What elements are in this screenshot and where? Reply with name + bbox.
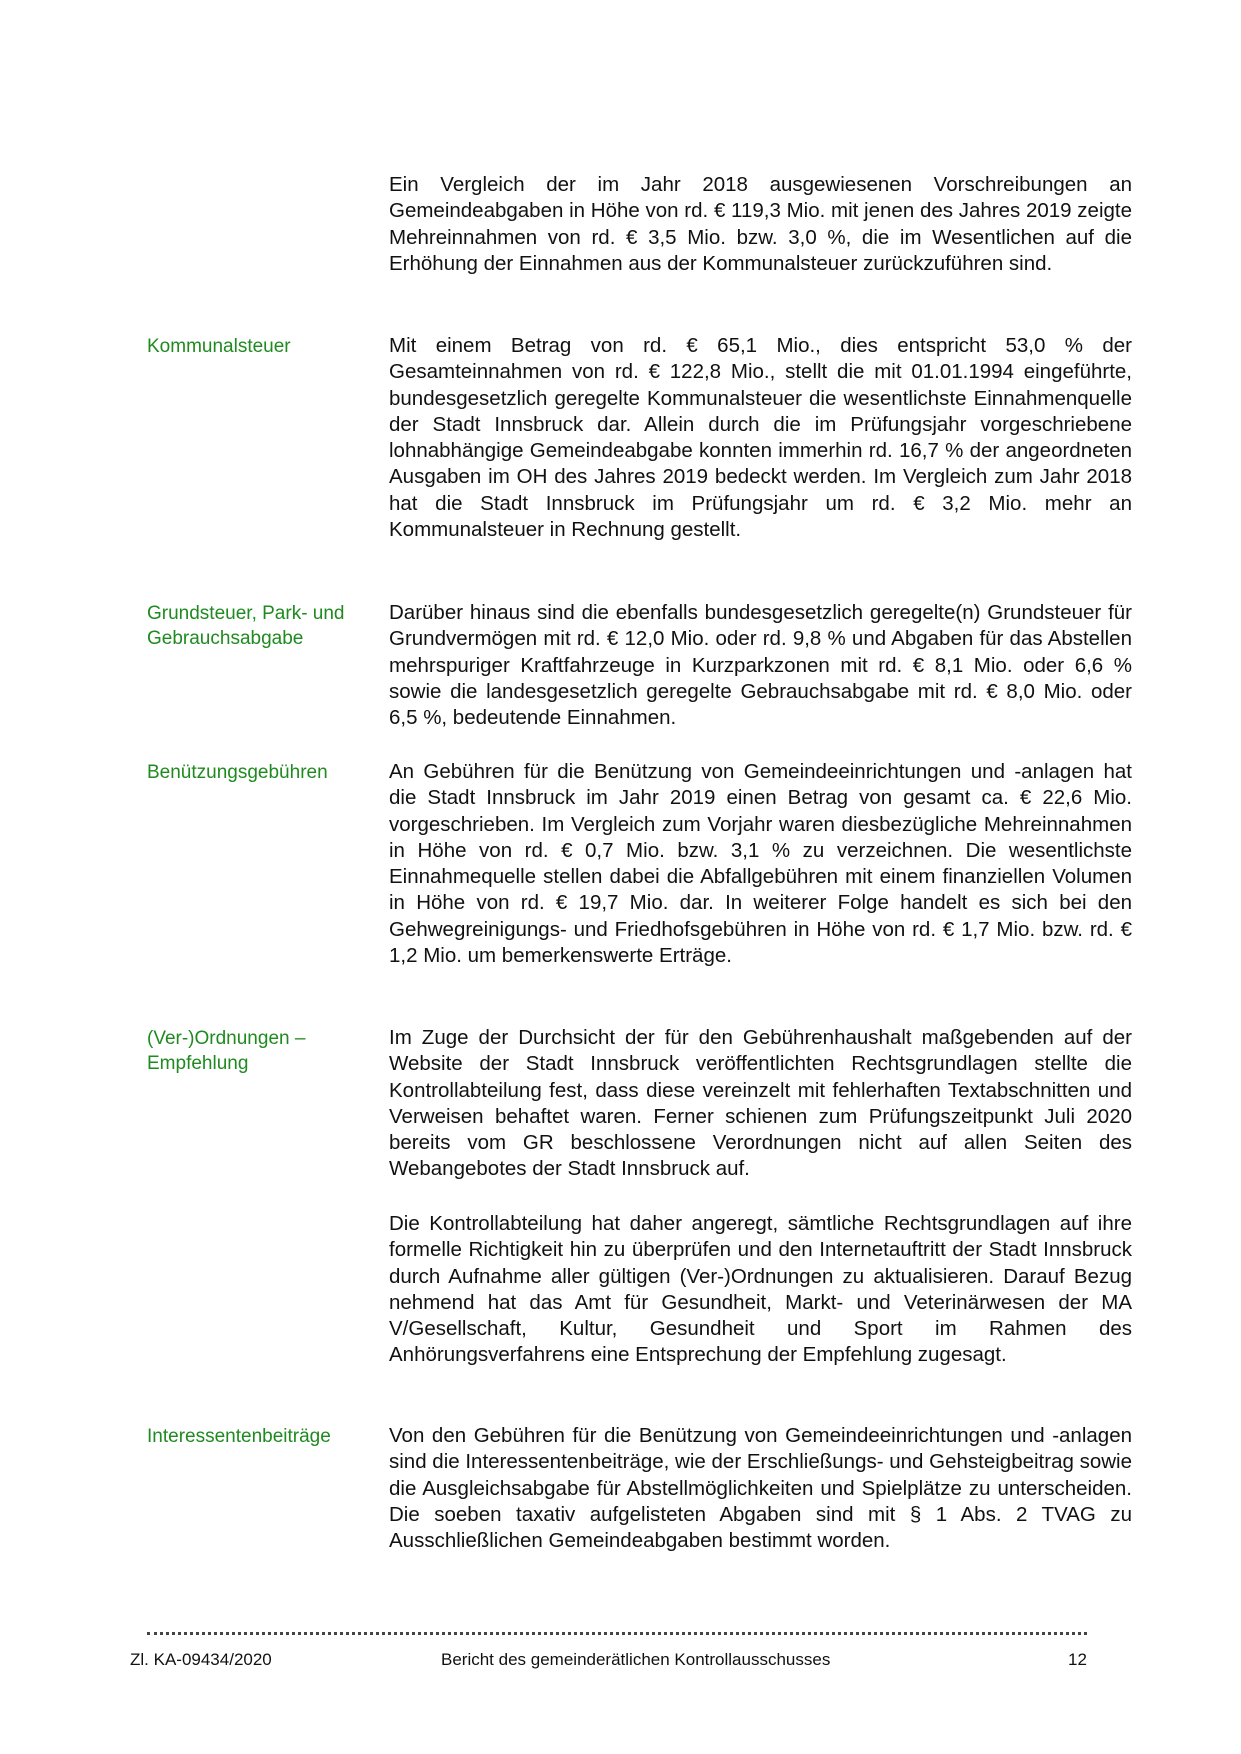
footer-reference: Zl. KA-09434/2020 <box>130 1650 272 1669</box>
paragraph-grundsteuer: Darüber hinaus sind die ebenfalls bundesgesetzlich geregelte(n) Grundsteuer für Grundvermögen mit rd. € 12,0 Mio. oder rd. 9,8 % und Abgaben für das Abstellen mehrspuriger Kraftfahrzeuge in Kurzparkzonen mit rd. € 8,1 Mio. oder 6,6 % sowie die landesgesetzlich geregelte Gebrauchsabgabe mit rd. € 8,0 Mio. oder 6,5 %, bedeutende Einnahmen. <box>389 601 1132 730</box>
paragraph-verordnungen-recommendation: Die Kontrollabteilung hat daher angeregt, sämtliche Rechtsgrundlagen auf ihre formelle Richtigkeit hin zu überprüfen und den Internetauftritt der Stadt Innsbruck durch Aufnahme aller gültigen (Ver-)Ordnungen zu aktualisieren. Darauf Bezug nehmend hat das Amt für Gesundheit, Markt- und Veterinärwesen der MA V/Gesellschaft, Kultur, Gesundheit und Sport im Rahmen des Anhörungsverfahrens eine Entsprechung der Empfehlung zugesagt. <box>389 1212 1132 1367</box>
margin-label-verordnungen: (Ver-)Ordnungen – Empfehlung <box>147 1028 306 1074</box>
intro-paragraph: Ein Vergleich der im Jahr 2018 ausgewiesenen Vorschreibungen an Gemeindeabgaben in Höhe von rd. € 119,3 Mio. mit jenen des Jahres 2019 zeigte Mehreinnahmen von rd. € 3,5 Mio. bzw. 3,0 %, die im Wesentlichen auf die Erhöhung der Einnahmen aus der Kommunalsteuer zurückzuführen sind. <box>389 173 1132 275</box>
paragraph-interessentenbeitraege: Von den Gebühren für die Benützung von Gemeindeeinrichtungen und -anlagen sind die Interessentenbeiträge, wie der Erschließungs- und Gehsteigbeitrag sowie die Ausgleichsabgabe für Abstellmöglichkeiten und Spielplätze zu unterscheiden. Die soeben taxativ aufgelisteten Abgaben sind mit § 1 Abs. 2 TVAG zu Ausschließlichen Gemeindeabgaben bestimmt worden. <box>389 1424 1132 1553</box>
footer-title: Bericht des gemeinderätlichen Kontrollausschusses <box>441 1650 831 1669</box>
page-number: 12 <box>1068 1650 1087 1669</box>
margin-label-kommunalsteuer: Kommunalsteuer <box>147 336 291 357</box>
margin-label-benuetzungsgebuehren: Benützungsgebühren <box>147 762 328 783</box>
paragraph-benuetzungsgebuehren: An Gebühren für die Benützung von Gemeindeeinrichtungen und -anlagen hat die Stadt Innsbruck im Jahr 2019 einen Betrag von gesamt ca. € 22,6 Mio. vorgeschrieben. Im Vergleich zum Vorjahr waren diesbezügliche Mehreinnahmen in Höhe von rd. € 0,7 Mio. bzw. 3,1 % zu verzeichnen. Die wesentlichste Einnahmequelle stellen dabei die Abfallgebühren mit einem finanziellen Volumen in Höhe von rd. € 19,7 Mio. dar. In weiterer Folge handelt es sich bei den Gehwegreinigungs- und Friedhofsgebühren in Höhe von rd. € 1,7 Mio. bzw. rd. € 1,2 Mio. um bemerkenswerte Erträge. <box>389 760 1132 968</box>
paragraph-verordnungen-finding: Im Zuge der Durchsicht der für den Gebührenhaushalt maßgebenden auf der Website der Stadt Innsbruck veröffentlichten Rechtsgrundlagen stellte die Kontrollabteilung fest, dass diese vereinzelt mit fehlerhaften Textabschnitten und Verweisen behaftet waren. Ferner schienen zum Prüfungszeitpunkt Juli 2020 bereits vom GR beschlossene Verordnungen nicht auf allen Seiten des Webangebotes der Stadt Innsbruck auf. <box>389 1026 1132 1181</box>
paragraph-kommunalsteuer: Mit einem Betrag von rd. € 65,1 Mio., dies entspricht 53,0 % der Gesamteinnahmen von rd. € 122,8 Mio., stellt die mit 01.01.1994 eingeführte, bundesgesetzlich geregelte Kommunalsteuer die wesentlichste Einnahmenquelle der Stadt Innsbruck dar. Allein durch die im Prüfungsjahr vorgeschriebene lohnabhängige Gemeindeabgabe konnten immerhin rd. 16,7 % der angeordneten Ausgaben im OH des Jahres 2019 bedeckt werden. Im Vergleich zum Jahr 2018 hat die Stadt Innsbruck im Prüfungsjahr um rd. € 3,2 Mio. mehr an Kommunalsteuer in Rechnung gestellt. <box>389 334 1132 542</box>
footer-divider <box>147 1632 1087 1635</box>
margin-label-interessentenbeitraege: Interessentenbeiträge <box>147 1426 331 1447</box>
margin-label-grundsteuer: Grundsteuer, Park- und Gebrauchsabgabe <box>147 603 345 649</box>
